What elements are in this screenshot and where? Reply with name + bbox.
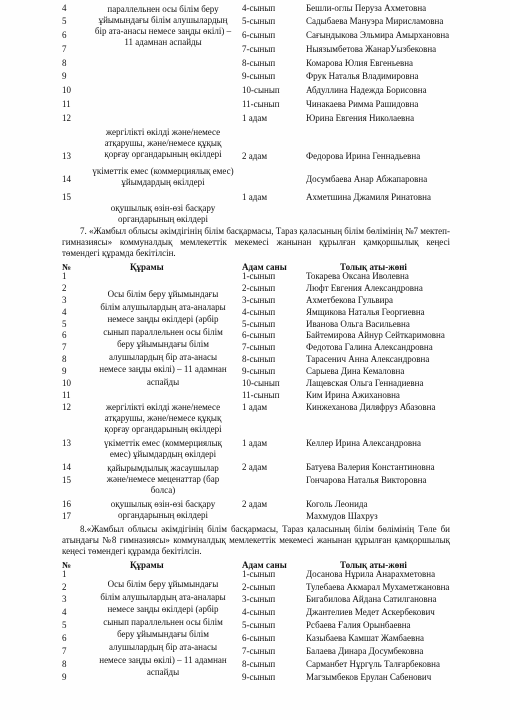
cell-name: Коголь Леонида — [306, 499, 368, 509]
cell-num: 12 — [62, 402, 71, 412]
text-line: және/немесе меценаттар (бар — [106, 474, 220, 484]
cell-num: 1 — [62, 271, 67, 281]
cell-name: Тулебаева Акмарал Мухаметжановна — [306, 582, 450, 592]
cell-name: Сағындыкова Эльмира Амырхановна — [306, 30, 450, 40]
cell-grade: 6-сынып — [242, 330, 276, 340]
text-line: жергілікті өкілді және/немесе — [105, 127, 221, 137]
text-line: жергілікті өкілді және/немесе — [105, 402, 221, 412]
top-group-students — [78, 203, 248, 225]
text-line: үкіметтік емес (коммерциялық емес) — [92, 166, 234, 176]
cell-name: Фрук Наталья Владимировна — [306, 71, 419, 81]
text-line: аспайды — [146, 376, 180, 387]
cell-grade: 1 адам — [242, 192, 268, 202]
cell-num: 9 — [62, 366, 67, 376]
text-line: атқарушы, және/немесе құқық — [104, 413, 222, 423]
text-line: немесе заңды өкілі) – 11 адамнан — [99, 364, 227, 374]
text-line: болса) — [150, 485, 176, 495]
text-line: немесе заңды өкілі) – 11 адамнан — [99, 654, 227, 665]
cell-name: Садыбаева Мануэра Мирисламовна — [306, 16, 444, 26]
text-line: қайырымдылық жасаушылар — [107, 463, 219, 473]
cell-num: 8 — [62, 354, 67, 364]
cell-num: 8 — [62, 659, 67, 669]
cell-num: 5 — [62, 620, 67, 630]
text-line: аспайды — [146, 667, 180, 678]
cell-grade: 1-сынып — [242, 271, 276, 281]
cell-num: 6 — [62, 633, 67, 643]
cell-name: Иванова Ольга Васильевна — [306, 319, 410, 329]
cell-name: Балаева Динара Досумбековна — [306, 646, 424, 656]
text-line: органдарының өкілдері — [118, 214, 208, 224]
cell-name: Кинжеханова Диляфруз Абазовна — [306, 402, 436, 412]
cell-name: Ким Ирина Ажихановна — [306, 390, 400, 400]
cell-num: 14 — [62, 462, 71, 472]
cell-name: Гончарова Наталья Викторовна — [306, 475, 427, 485]
cell-grade: 7-сынып — [242, 342, 276, 352]
cell-num: 17 — [62, 511, 71, 521]
text-line: органдарының өкілдері — [118, 510, 208, 520]
cell-grade: 6-сынып — [242, 633, 276, 643]
s7-group-ngo — [78, 438, 248, 460]
cell-grade: 8-сынып — [242, 354, 276, 364]
cell-grade: 2-сынып — [242, 582, 276, 592]
text-line: білім алушылардың ата-аналары — [100, 591, 226, 602]
cell-num: 10 — [62, 378, 71, 388]
cell-num: 2 — [62, 582, 67, 592]
cell-name: Ахметшина Джамиля Ринатовна — [306, 192, 431, 202]
text-line: білім алушылардың ата-аналары — [100, 301, 226, 312]
cell-num: 4 — [62, 307, 67, 317]
cell-grade: 1 адам — [242, 113, 268, 123]
s8-header-num: № — [62, 560, 72, 570]
text-line: алушылардың бір ата-анасы — [108, 351, 218, 362]
text-line: оқушылық өзін-өзі басқару — [110, 203, 216, 213]
cell-name: Комарова Юлия Евгеньевна — [306, 58, 414, 68]
cell-num: 7 — [62, 44, 67, 54]
cell-num: 5 — [62, 319, 67, 329]
section8-intro: 8.«Жамбыл облысы әкімдігінің білім басқармасы, Тараз қаласының білім бөлімінің Төле би атындағы №8 гимназиясы» коммуналдық мемлекеттік мекемесі жанынан құрылған қамқоршылық кеңесі төмендегі құрамда бекітілсін. — [62, 524, 450, 556]
cell-num: 4 — [62, 607, 67, 617]
cell-grade: 5-сынып — [242, 319, 276, 329]
cell-grade: 1 адам — [242, 438, 268, 448]
cell-name: Бешли-оглы Перуза Ахметовна — [306, 3, 427, 13]
cell-grade: 4-сынып — [242, 607, 276, 617]
text-line: емес) ұйымдардың өкілдері — [109, 449, 217, 459]
s7-group-charity — [78, 463, 248, 496]
cell-grade: 11-сынып — [242, 99, 280, 109]
cell-name: Чинакаева Римма Рашидовна — [306, 99, 419, 109]
cell-name: Рсбаева Ғалия Орынбаевна — [306, 620, 411, 630]
cell-num: 9 — [62, 71, 67, 81]
cell-num: 9 — [62, 672, 67, 682]
cell-name: Келлер Ирина Александровна — [306, 438, 421, 448]
cell-name: Бигабилова Айдана Сатилгановна — [306, 594, 437, 604]
cell-name: Сарманбет Нұргүль Талғарбековна — [306, 659, 440, 669]
text-line: оқушылық өзін-өзі басқару — [110, 499, 216, 509]
cell-num: 14 — [62, 174, 71, 184]
section7-intro: 7. «Жамбыл облысы әкімдігінің білім басқармасы, Тараз қаласының білім бөлімінің №7 мектеп-гимназиясы» коммуналдық мемлекеттік мекемесі жанынан құрылған қамқоршылық кеңесі төмендегі құрамда бекітілсін. — [62, 226, 450, 258]
cell-grade: 7-сынып — [242, 44, 276, 54]
cell-num: 5 — [62, 16, 67, 26]
cell-grade: 2 адам — [242, 462, 268, 472]
text-line: Осы білім беру ұйымындағы — [107, 579, 219, 589]
cell-name: Федорова Ирина Геннадьевна — [306, 151, 421, 161]
cell-name: Сарыева Дина Кемаловна — [306, 366, 405, 376]
cell-grade: 5-сынып — [242, 16, 276, 26]
cell-grade: 4-сынып — [242, 3, 276, 13]
text-line: ұйымындағы білім алушылардың — [98, 15, 228, 25]
cell-name: Тарасенич Анна Александровна — [306, 354, 430, 364]
text-line: беру ұйымындағы білім — [117, 339, 209, 349]
text-line: бір ата-анасы немесе заңды өкілі) – — [94, 26, 232, 36]
cell-num: 12 — [62, 113, 71, 123]
s7-header-count: Адам саны — [242, 262, 287, 272]
cell-grade: 9-сынып — [242, 71, 276, 81]
cell-name: Люфт Евгения Александровна — [306, 283, 423, 293]
s8-group-parents — [78, 578, 248, 679]
cell-num: 11 — [62, 99, 71, 109]
cell-num: 16 — [62, 499, 71, 509]
cell-num: 1 — [62, 569, 67, 579]
cell-name: Ахметбекова Гульвира — [306, 295, 393, 305]
cell-num: 6 — [62, 30, 67, 40]
cell-name: Казыбаева Камшат Жамбаевна — [306, 633, 425, 643]
text-line: параллельнен осы білім беру — [107, 4, 219, 14]
cell-name: Батуева Валерия Константиновна — [306, 462, 435, 472]
cell-num: 3 — [62, 594, 67, 604]
text-line: немесе заңды өкілдері (әрбір — [107, 314, 219, 324]
top-group-local — [78, 127, 248, 160]
cell-grade: 9-сынып — [242, 366, 276, 376]
s8-header-fullname: Толық аты-жөні — [340, 560, 407, 570]
cell-num: 11 — [62, 390, 71, 400]
cell-name: Федотова Галина Александровна — [306, 342, 433, 352]
cell-name: Ныязымбетова ЖанарУызбековна — [306, 44, 437, 54]
cell-grade: 11-сынып — [242, 390, 280, 400]
text-line: 11 адамнан аспайды — [124, 37, 202, 47]
cell-num: 15 — [62, 475, 71, 485]
text-line: беру ұйымындағы білім — [117, 629, 209, 640]
cell-name: Ямщикова Наталья Георгиевна — [306, 307, 425, 317]
cell-num: 7 — [62, 646, 67, 656]
cell-grade: 1-сынып — [242, 569, 276, 579]
cell-grade: 5-сынып — [242, 620, 276, 630]
s8-header-composition: Құрамы — [130, 560, 164, 570]
cell-grade: 4-сынып — [242, 307, 276, 317]
cell-grade: 2 адам — [242, 151, 268, 161]
cell-num: 3 — [62, 295, 67, 305]
s7-group-local — [78, 402, 248, 435]
cell-grade: 3-сынып — [242, 295, 276, 305]
cell-grade: 1 адам — [242, 402, 268, 412]
cell-grade: 10-сынып — [242, 378, 280, 388]
cell-name: Лащевская Ольга Геннадиевна — [306, 378, 424, 388]
cell-name: Махмудов Шахруз — [306, 511, 378, 521]
cell-grade: 2-сынып — [242, 283, 276, 293]
cell-grade: 2 адам — [242, 499, 268, 509]
cell-num: 10 — [62, 85, 71, 95]
cell-name: Байтемирова Айнур Сейткаримовна — [306, 330, 445, 340]
text-line: алушылардың бір ата-анасы — [108, 641, 218, 652]
cell-num: 13 — [62, 151, 71, 161]
cell-num: 6 — [62, 330, 67, 340]
cell-name: Абдуллина Надежда Борисовна — [306, 85, 427, 95]
cell-num: 13 — [62, 438, 71, 448]
text-line: сынып параллельнен осы білім — [103, 616, 223, 627]
text-line: ұйымдардың өкілдері — [121, 177, 205, 187]
cell-name: Магзымбеков Ерулан Сабенович — [306, 672, 432, 682]
text-line: қорғау органдарының өкілдері — [104, 424, 222, 434]
cell-num: 15 — [62, 192, 71, 202]
cell-grade: 6-сынып — [242, 30, 276, 40]
cell-num: 4 — [62, 3, 67, 13]
s7-group-parents — [78, 288, 248, 388]
cell-name: Токарева Оксана Иволевна — [306, 271, 409, 281]
text-line: қорғау органдарының өкілдері — [104, 149, 222, 159]
cell-grade: 7-сынып — [242, 646, 276, 656]
cell-num: 7 — [62, 342, 67, 352]
cell-name: Джантелиев Медет Аскербекович — [306, 607, 435, 617]
cell-name: Досанова Нұрила Анарахметовна — [306, 569, 436, 579]
s7-group-students — [78, 499, 248, 521]
text-line: Осы білім беру ұйымындағы — [107, 289, 219, 299]
text-line: атқарушы, және/немесе құқық — [104, 138, 222, 148]
s7-header-num: № — [62, 262, 72, 272]
cell-grade: 3-сынып — [242, 594, 276, 604]
s7-header-composition: Құрамы — [130, 262, 164, 272]
text-line: үкіметтік емес (коммерциялық — [103, 438, 222, 448]
text-line: немесе заңды өкілдері (әрбір — [107, 604, 219, 615]
cell-num: 8 — [62, 58, 67, 68]
text-line: сынып параллельнен осы білім — [103, 326, 223, 337]
cell-name: Досумбаева Анар Абжапаровна — [306, 174, 428, 184]
top-group-parents — [78, 4, 248, 48]
s8-header-count: Адам саны — [242, 560, 287, 570]
cell-grade: 9-сынып — [242, 672, 276, 682]
top-group-ngo — [78, 166, 248, 188]
cell-grade: 8-сынып — [242, 659, 276, 669]
cell-num: 2 — [62, 283, 67, 293]
cell-name: Юрина Евгения Николаевна — [306, 113, 415, 123]
s7-header-fullname: Толық аты-жөні — [340, 262, 407, 272]
cell-grade: 8-сынып — [242, 58, 276, 68]
cell-grade: 10-сынып — [242, 85, 280, 95]
